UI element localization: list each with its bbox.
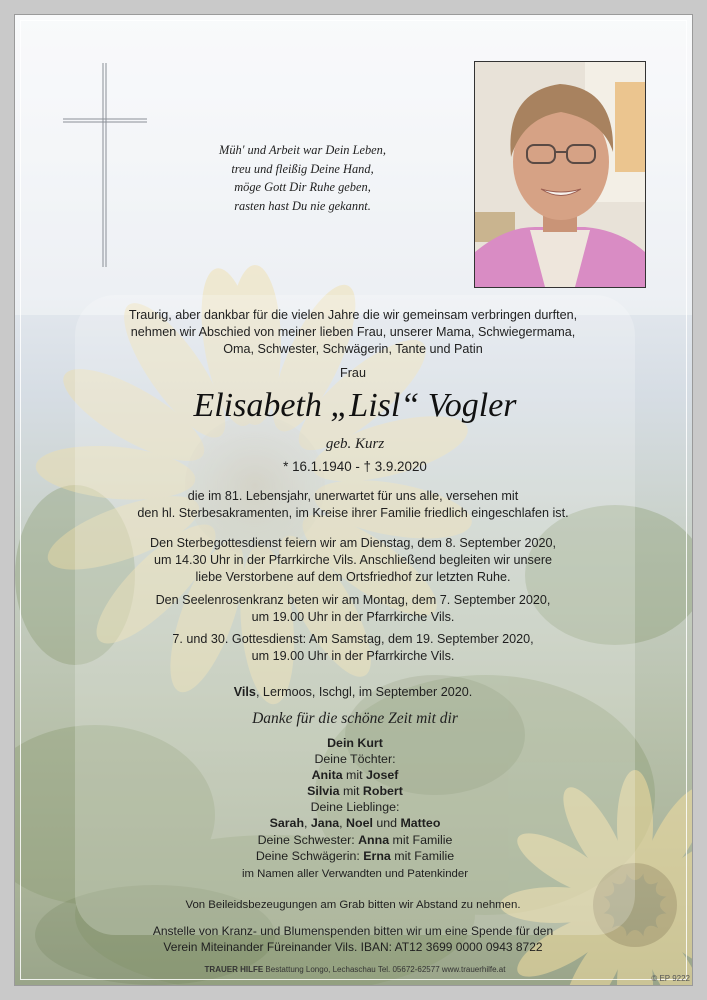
poem: [205, 141, 400, 215]
partner-name: Josef: [366, 768, 399, 783]
sisterinlaw-rest: mit Familie: [390, 848, 455, 863]
daughters-label: Deine Töchter:: [314, 752, 396, 767]
product-code: © EP 9222: [651, 974, 690, 983]
sister-name: Anna: [358, 832, 390, 847]
partner-name: Robert: [362, 784, 403, 799]
daughter-name: Anita: [311, 768, 343, 783]
conjunction: mit: [339, 784, 363, 799]
paragraph-line: 7. und 30. Gottesdienst: Am Samstag, dem 19. September 2020,: [172, 632, 534, 646]
portrait-photo: [474, 61, 646, 288]
place-vils: Vils: [233, 685, 256, 699]
conjunction: und: [372, 816, 401, 831]
sisterinlaw-label: Deine Schwägerin:: [255, 848, 364, 863]
donation-line: Anstelle von Kranz- und Blumenspenden bitten wir um eine Spende für den: [152, 924, 554, 938]
footer-text: Bestattung Longo, Lechaschau Tel. 05672-62577 www.trauerhilfe.at: [263, 965, 506, 974]
footer-line: [115, 965, 595, 975]
relatives-line: im Namen aller Verwandten und Patenkinder: [241, 867, 469, 880]
paragraph-line: um 14.30 Uhr in der Pfarrkirche Vils. Anschließend begleiten wir unsere: [153, 553, 553, 568]
intro-line: nehmen wir Abschied von meiner lieben Frau, unserer Mama, Schwiegermama,: [130, 325, 576, 340]
grandchild-name: Noel: [346, 816, 373, 831]
darlings-label: Deine Lieblinge:: [310, 800, 400, 815]
sister-line: [155, 832, 555, 848]
place-rest: , Lermoos, Ischgl, im September 2020.: [255, 685, 473, 699]
donation-line: Verein Miteinander Füreinander Vils. IBAN: AT12 3699 0000 0943 8722: [163, 940, 543, 954]
daughter-name: Silvia: [307, 784, 340, 799]
paragraph-line: Den Seelenrosenkranz beten wir am Montag, dem 7. September 2020,: [155, 593, 551, 607]
family-list: [155, 735, 555, 882]
sister-rest: mit Familie: [389, 832, 453, 847]
paragraph-funeral: [73, 535, 633, 587]
separator: ,: [339, 816, 347, 831]
salutation: Frau: [340, 366, 366, 380]
paragraph-line: die im 81. Lebensjahr, unerwartet für uns alle, versehen mit: [187, 489, 519, 503]
condolence-notice: Von Beileidsbezeugungen am Grab bitten wir Abstand zu nehmen.: [185, 899, 521, 911]
paragraph-line: um 19.00 Uhr in der Pfarrkirche Vils.: [251, 649, 455, 664]
intro-line: Traurig, aber dankbar für die vielen Jahre die wir gemeinsam verbringen durften,: [128, 308, 578, 322]
paragraph-line: liebe Verstorbene auf dem Ortsfriedhof zur letzten Ruhe.: [195, 570, 511, 585]
grandchild-name: Sarah: [269, 816, 305, 831]
sisterinlaw-name: Erna: [363, 848, 391, 863]
grandchild-name: Matteo: [400, 816, 441, 831]
footer-brand: TRAUER HILFE: [204, 965, 264, 974]
sister-label: Deine Schwester:: [257, 832, 359, 847]
intro-line: Oma, Schwester, Schwägerin, Tante und Patin: [223, 342, 483, 357]
poem-line: Müh' und Arbeit war Dein Leben,: [219, 143, 386, 157]
poem-line: rasten hast Du nie gekannt.: [234, 198, 371, 213]
paragraph-line: den hl. Sterbesakramenten, im Kreise ihrer Familie friedlich eingeschlafen ist.: [137, 506, 569, 521]
thanks-line: Danke für die schöne Zeit mit dir: [252, 710, 458, 727]
sisterinlaw-line: [155, 848, 555, 864]
separator: ,: [304, 816, 311, 831]
conjunction: mit: [342, 768, 366, 783]
obituary-card: [14, 14, 693, 986]
paragraph-rosary: [73, 592, 633, 626]
maiden-name: geb. Kurz: [325, 436, 385, 452]
portrait-image: [475, 62, 645, 287]
paragraph-masses: [73, 631, 633, 665]
place-date-line: [73, 684, 633, 701]
cross-icon: [63, 63, 147, 267]
intro-text: [53, 307, 653, 359]
daughter-line: [155, 783, 555, 799]
donation-notice: [63, 923, 643, 955]
grandchild-name: Jana: [310, 816, 340, 831]
poem-line: treu und fleißig Deine Hand,: [231, 161, 374, 176]
life-dates: * 16.1.1940 - † 3.9.2020: [283, 459, 427, 474]
husband-line: Dein Kurt: [327, 736, 383, 750]
poem-line: möge Gott Dir Ruhe geben,: [234, 180, 371, 195]
paragraph-line: um 19.00 Uhr in der Pfarrkirche Vils.: [251, 610, 455, 625]
deceased-name: Elisabeth „Lisl“ Vogler: [193, 387, 517, 424]
paragraph-passing: [73, 488, 633, 522]
grandchildren-line: [155, 815, 555, 831]
daughter-line: [155, 767, 555, 783]
paragraph-line: Den Sterbegottesdienst feiern wir am Dienstag, dem 8. September 2020,: [149, 536, 557, 550]
